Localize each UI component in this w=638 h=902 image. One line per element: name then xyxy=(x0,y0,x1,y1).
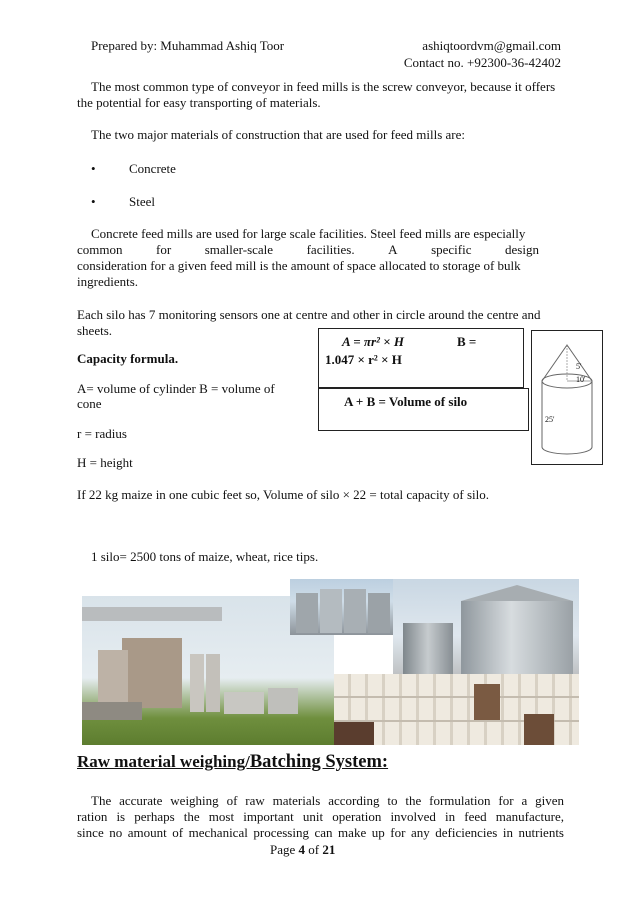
materials-intro: The two major materials of construction that are used for feed mills are: xyxy=(91,127,465,142)
word: A xyxy=(388,242,398,257)
word: smaller-scale xyxy=(204,242,274,257)
capacity-heading: Capacity formula. xyxy=(77,351,179,366)
bullet-label: Steel xyxy=(129,194,155,209)
header-email: ashiqtoordvm@gmail.com xyxy=(422,38,561,53)
silo-capacity: 1 silo= 2500 tons of maize, wheat, rice tips. xyxy=(91,549,319,564)
silo-drawing xyxy=(532,331,602,464)
def-height: H = height xyxy=(77,455,133,470)
section-heading xyxy=(77,752,388,773)
formula-b-label: B = xyxy=(457,334,477,349)
bullet-dot: • xyxy=(91,194,96,209)
bullet-item-concrete xyxy=(91,160,176,177)
dim-radius-label: 10' xyxy=(576,375,586,384)
para-conveyor-line1: The most common type of conveyor in feed mills is the screw conveyor, because it offers xyxy=(91,79,556,94)
para-weighing-line2: ration is perhaps the most important unit operation involved in feed manufacture, xyxy=(77,809,564,824)
dim-height-label: 25' xyxy=(545,415,555,424)
def-radius: r = radius xyxy=(77,426,127,441)
word: common xyxy=(77,242,123,257)
para-weighing-line3: since no amount of mechanical processing can make up for any deficiencies in nutrients xyxy=(77,825,564,840)
para-concrete-line2 xyxy=(77,241,539,258)
volume-sum: A + B = Volume of silo xyxy=(344,394,468,409)
bullet-item-steel xyxy=(91,193,155,210)
silo-diagram xyxy=(531,330,603,465)
page-footer xyxy=(270,841,335,858)
sensors-line1: Each silo has 7 monitoring sensors one at centre and other in circle around the centre and xyxy=(77,307,541,322)
sensors-line2: sheets. xyxy=(77,323,113,338)
def-a-b-line1: A= volume of cylinder B = volume of xyxy=(77,381,275,396)
section-heading-part1: Raw material weighing/ xyxy=(77,752,250,771)
formula-a: A = πr² × H xyxy=(342,334,404,349)
para-conveyor-line2: the potential for easy transporting of materials. xyxy=(77,95,321,110)
photo-steel-silos xyxy=(290,579,393,635)
word: facilities. xyxy=(306,242,355,257)
para-concrete-line4: ingredients. xyxy=(77,274,139,289)
bullet-label: Concrete xyxy=(129,161,176,176)
silo-photo-collage xyxy=(82,579,579,745)
dim-top-label: 5' xyxy=(576,362,582,371)
formula-b: 1.047 × r² × H xyxy=(325,352,402,367)
def-a-b-line2: cone xyxy=(77,396,102,411)
para-concrete-line1: Concrete feed mills are used for large scale facilities. Steel feed mills are especially xyxy=(91,226,526,241)
footer-page-label: Page xyxy=(270,842,296,857)
section-heading-part2: Batching System: xyxy=(249,752,389,772)
formula-box xyxy=(318,328,524,388)
volume-sum-box xyxy=(318,388,529,431)
word: for xyxy=(156,242,172,257)
footer-of: of xyxy=(308,842,320,857)
word: design xyxy=(505,242,539,257)
footer-page-total: 21 xyxy=(322,842,336,857)
capacity-line: If 22 kg maize in one cubic feet so, Volume of silo × 22 = total capacity of silo. xyxy=(77,487,490,502)
header-contact: Contact no. +92300-36-42402 xyxy=(403,55,561,70)
photo-large-silo xyxy=(393,579,579,674)
para-concrete-line3: consideration for a given feed mill is the amount of space allocated to storage of bulk xyxy=(77,258,521,273)
word: specific xyxy=(431,242,472,257)
bullet-dot: • xyxy=(91,161,96,176)
footer-page-number: 4 xyxy=(298,842,306,857)
header-author: Prepared by: Muhammad Ashiq Toor xyxy=(91,38,285,53)
photo-feed-bags xyxy=(334,674,579,745)
para-weighing-line1: The accurate weighing of raw materials according to the formulation for a given xyxy=(91,793,564,808)
